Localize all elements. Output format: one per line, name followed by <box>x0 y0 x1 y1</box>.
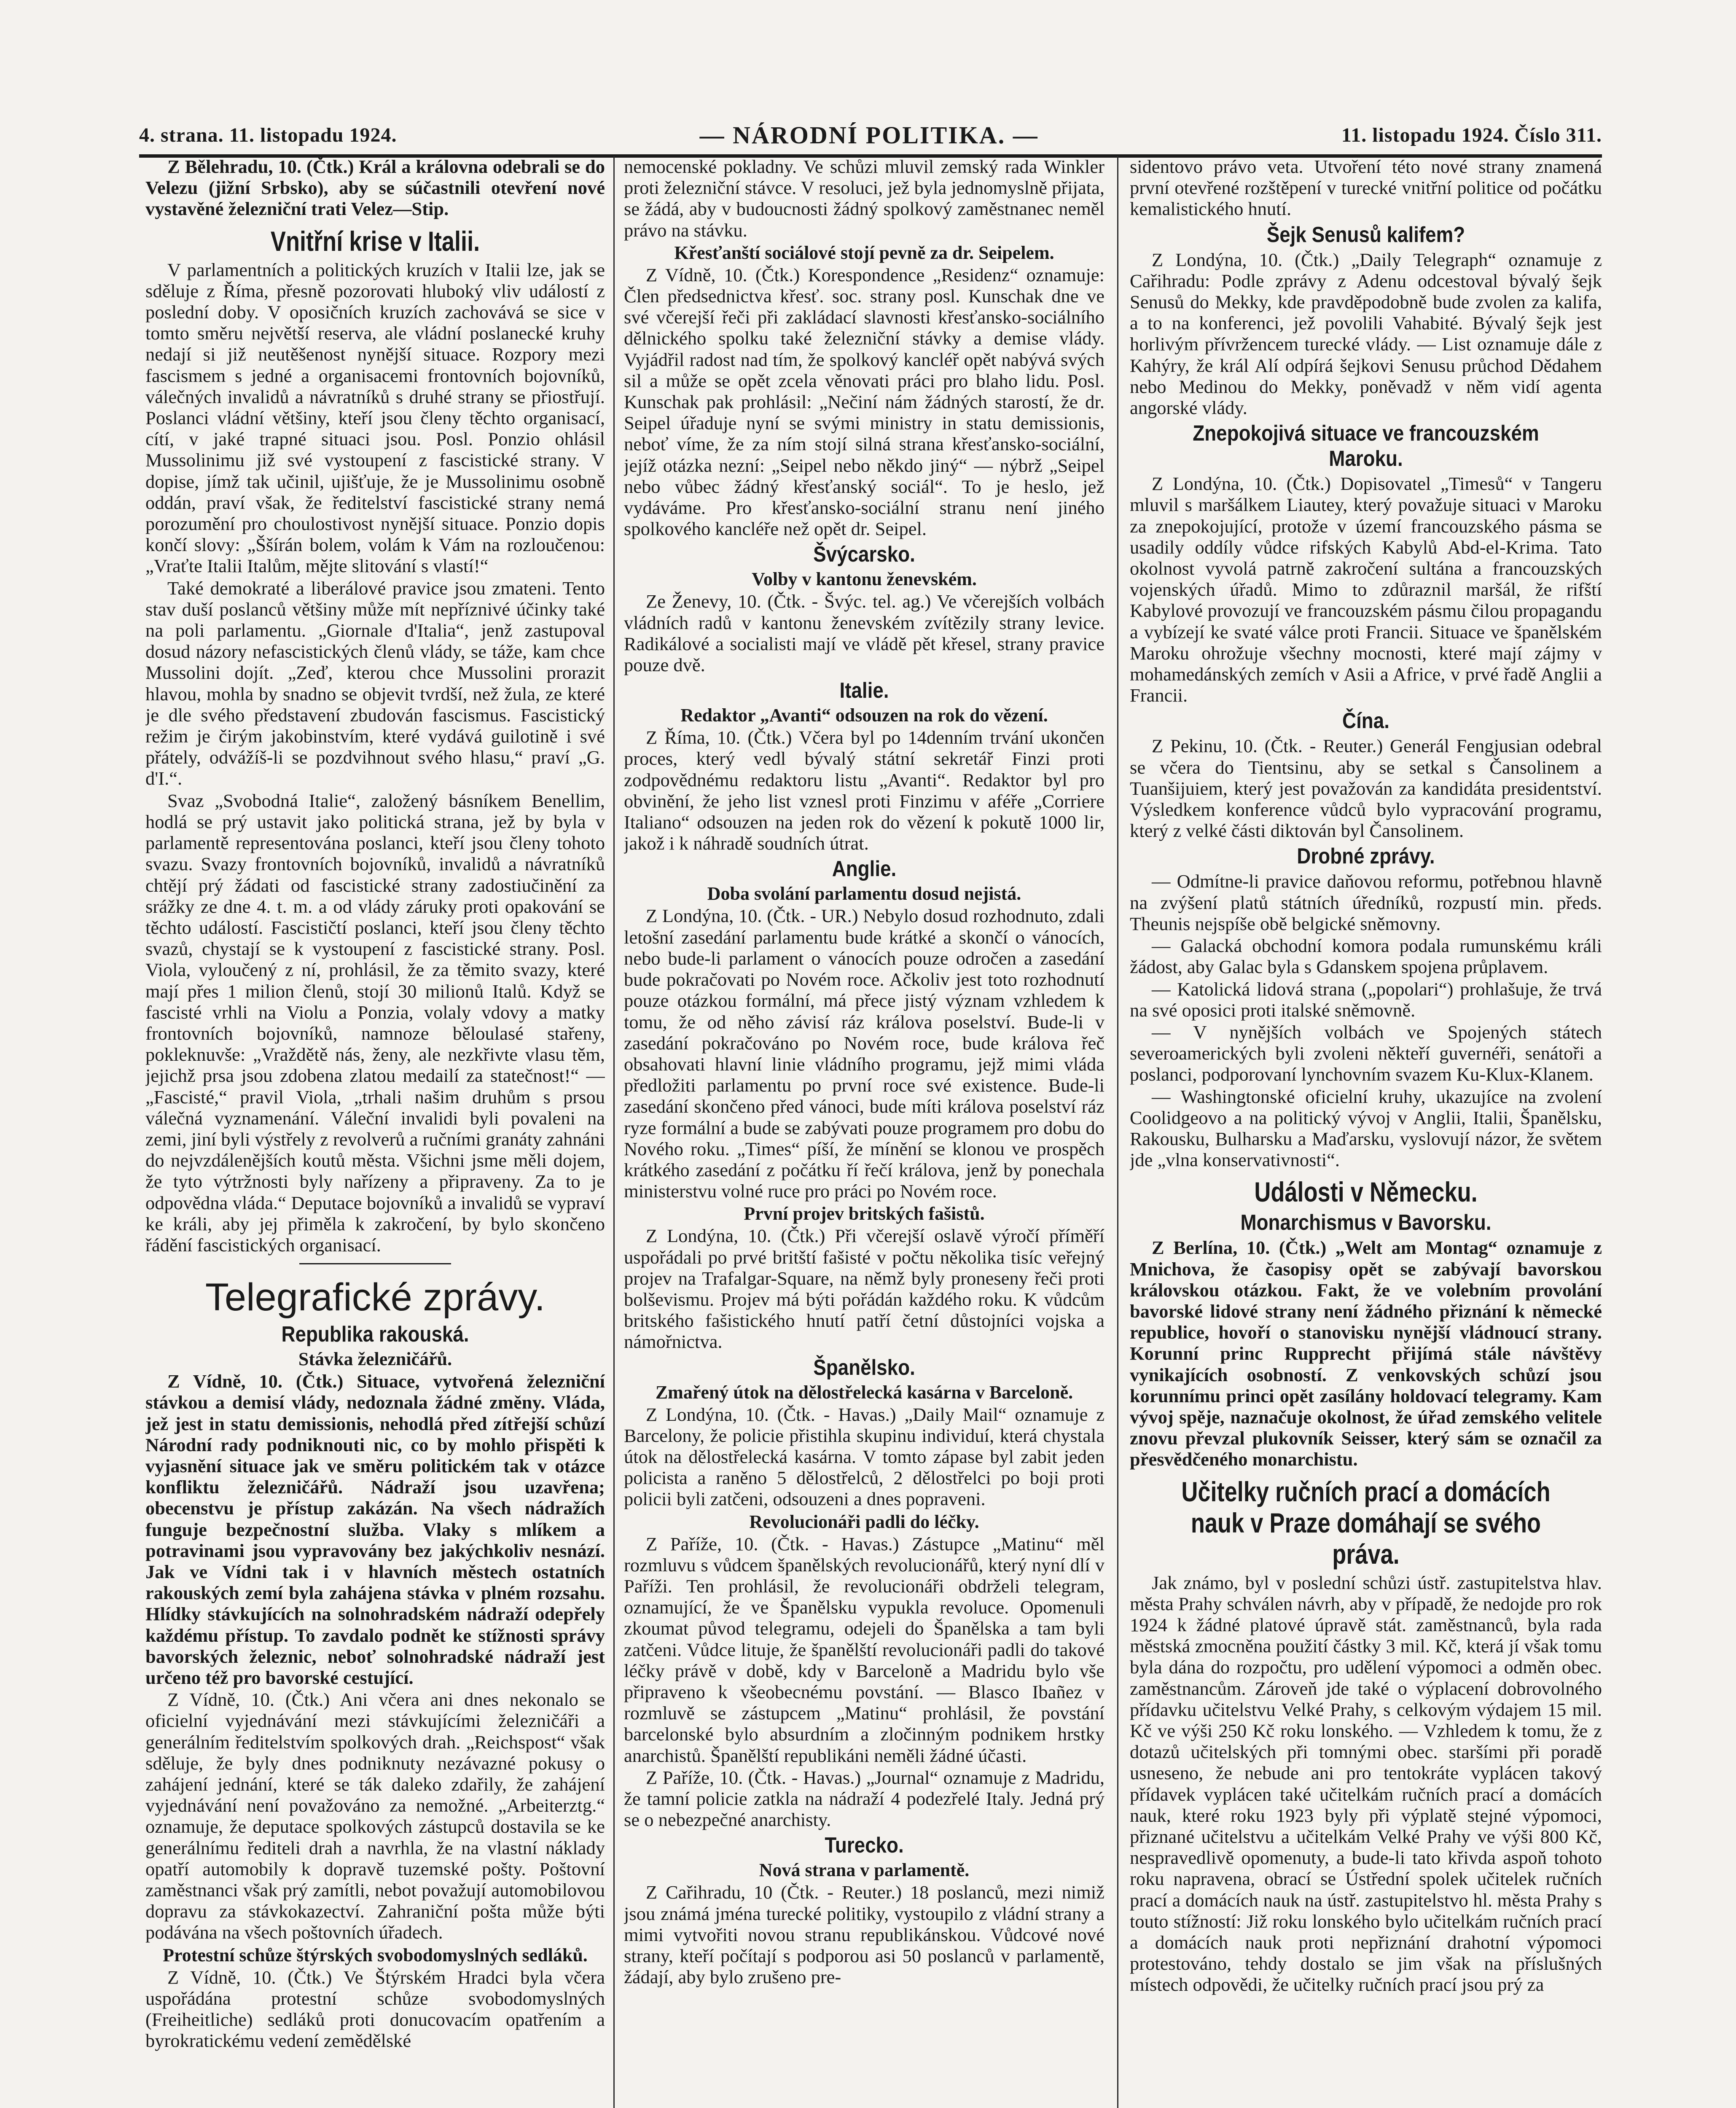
brief-item: — V nynějších volbách ve Spojených státech severoamerických byli zvoleni někteří guvernéři, senátoři a poslanci, podporovaní lynchovním svazem Ku-Klux-Klanem. <box>1130 1021 1602 1085</box>
subheadline-avanti: Redaktor „Avanti“ odsouzen na rok do vězení. <box>680 705 1048 726</box>
article-paragraph: Z Londýna, 10. (Čtk.) Dopisovatel „Timesů“ v Tangeru mluvil s maršálkem Liautey, který považuje situaci v Maroku za znepokojující, protože v území francouzského pásma se usadily oddíly vůdce rifských Kabylů Abd-el-Krima. Tato okolnost vyvolá patrně zakročení sultána a francouzských vojenských úřadů. Mimo to zdůraznil maršál, že rifští Kabylové provozují ve francouzském pásmu čilou propagandu a vybízejí ke svaté válce proti Francii. Situace ve španělském Maroku ohrožuje všechny mocnosti, které mají zájmy v mohamedánských zemích v Asii a Africe, v prvé řadě Anglii a Francii. <box>1130 473 1602 706</box>
subheadline-stavka: Stávka železničářů. <box>298 1349 452 1370</box>
column-rule <box>613 156 615 2108</box>
article-paragraph: Z Londýna, 10. (Čtk.) Při včerejší oslavě výročí příměří uspořádali po prvé britští fašisté v počtu několika tisíc veřejný projev na Trafalgar-Square, na němž byly proneseny řeči proti bolševismu. Projev má býti pořádán každého roku. K vůdcům britského fašistického hnutí patří četní důstojníci vojska a námořnictva. <box>624 1225 1104 1352</box>
section-title-cina: Čína. <box>1342 709 1389 734</box>
article-paragraph: Z Cařihradu, 10 (Čtk. - Reuter.) 18 poslanců, mezi nimiž jsou známá jména turecké politiky, vystoupilo z vládní strany a mimi vytvořiti novou stranu republikánskou. Vůdcové nové strany, kteří počítají s podporou asi 50 poslanců v parlamentě, žádají, aby bylo zrušeno pre- <box>624 1882 1104 1988</box>
section-title-spanelsko: Španělsko. <box>813 1355 915 1380</box>
column-rule <box>1117 156 1118 2108</box>
section-title-anglie: Anglie. <box>832 857 897 882</box>
brief-item: — Odmítne-li pravice daňovou reformu, potřebnou hlavně na zvýšení platů státních úředníků, rozpustí min. předs. Theunis nejspíše obě belgické sněmovny. <box>1130 871 1602 934</box>
article-paragraph: Svaz „Svobodná Italie“, založený básníkem Benellim, hodlá se prý ustavit jako politická strana, jež by byla v parlamentě representována poslanci, kteří jsou členy tohoto svazu. Svazy frontovních bojovníků, invalidů a návratníků chtějí prý žádati od fascistické strany zadostiučinění za srážky ze dne 4. t. m. a od vlády záruky proti opakování se těchto událostí. Fascističtí poslanci, kteří jsou členy těchto svazů, chystají se k vystoupení z fascistické strany. Posl. Viola, vyloučený z ní, prohlásil, že za těmito svazy, které mají přes 1 milion členů, stojí 30 milionů Italů. Když se fascisté vrhli na Violu a Ponzia, volaly vdovy a matky frontovních bojovníků, namnoze běloulasé stařeny, pokleknuvše: „Vraždětě nás, ženy, ale nezkřivte vlasu těm, jejichž prsa jsou zdobena zlatou medailí za statečnost!“ — „Fascisté,“ pravil Viola, „trhali našim druhům s prsou válečná vyznamenání. Váleční invalidi byli povaleni na zemi, jiní byli výstřely z revolverů a ručními granáty zahnáni do nejvzdálenějších koutů města. Všichni jsme měli dojem, že tyto výtržnosti byly nařízeny a připraveny. Za to je odpovědna vláda.“ Deputace bojovníků a invalidů se vypraví ke králi, aby jej přiměla k zakročení, by bylo skončeno řádění fascistických organisací. <box>145 790 605 1256</box>
article-paragraph: Také demokraté a liberálové pravice jsou zmateni. Tento stav duší poslanců většiny může mít nepříznivé účinky také na poli parlamentu. „Giornale d'Italia“, jenž zastupoval dosud názory nefascistických členů vlády, se táže, kam chce Mussolini dojít. „Zeď, kterou chce Mussolini prorazit hlavou, mohla by snadno se objevit tvrdší, než žula, ze které je dle svého představení zbudován fascismus. Fascistický režim je čirým jakobinstvím, které vydává guilotině i své přátely, odvážíš-li se pozdvihnout svého hlasu,“ praví „G. d'I.“. <box>145 577 605 789</box>
brief-item: — Washingtonské oficielní kruhy, ukazujíce na zvolení Coolidgeovo a na politický vývoj v Anglii, Italii, Španělsku, Rakousku, Bulharsku a Maďarsku, vyslovují názor, že světem jde „vlna konservativnosti“. <box>1130 1086 1602 1171</box>
subheadline-volby: Volby v kantonu ženevském. <box>752 569 977 590</box>
article-paragraph: Z Berlína, 10. (Čtk.) „Welt am Montag“ oznamuje z Mnichova, že časopisy opět se zabývají bavorskou královskou otázkou. Fakt, že ve volebním provolání bavorské lidové strany není žádného přiznání k německé republice, hovoří o stanovisku nynější vládnoucí strany. Korunní princ Rupprecht přijímá stále návštěvy vynikajících osobností. Z venkovských schůzí jsou korunnímu princi opět zasílány holdovací telegramy. Kam vývoj spěje, naznačuje okolnost, že úřad zemského velitele znovu převzal plukovník Seisser, který sám se označil za přesvědčeného monarchistu. <box>1130 1237 1602 1470</box>
subheadline-doba: Doba svolání parlamentu dosud nejistá. <box>707 883 1021 904</box>
header-page-number: 4. strana. 11. listopadu 1924. <box>139 124 397 146</box>
section-title-drobne: Drobné zprávy. <box>1297 844 1435 869</box>
article-paragraph: Ze Ženevy, 10. (Čtk. - Švýc. tel. ag.) Ve včerejších volbách vládních radů v kantonu ženevském zvítězily strany levice. Radikálové a socialisti mají ve vládě pět křesel, strany pravice pouze dvě. <box>624 591 1104 676</box>
section-title-svycarsko: Švýcarsko. <box>813 542 915 567</box>
article-paragraph: Z Říma, 10. (Čtk.) Včera byl po 14denním trvání ukončen proces, který vedl bývalý státní sekretář Finzi proti zodpovědnému redaktoru listu „Avanti“. Redaktor byl pro obvinění, že jeho list vznesl proti Finzimu v aféře „Corriere Italiano“ odsouzen na jeden rok do vězení k pokutě 1000 lir, jakož i k náhradě soudních útrat. <box>624 727 1104 854</box>
section-title-italie: Italie. <box>839 678 889 703</box>
subheadline-revolucionari: Revolucionáři padli do léčky. <box>749 1511 979 1532</box>
subheadline-protest: Protestní schůze štýrských svobodomyslných sedláků. <box>163 1944 588 1965</box>
article-paragraph: Z Pekinu, 10. (Čtk. - Reuter.) Generál Fengjusian odebral se včera do Tientsinu, aby se setkal s Čansolinem a Tuanšijuiem, který jest považován za kandidáta presidentství. Výsledkem konference vůdců bylo vypracování programu, který z velké části diktován byl Čansolinem. <box>1130 735 1602 842</box>
header-issue-date: 11. listopadu 1924. Číslo 311. <box>1341 124 1602 146</box>
section-divider <box>299 1263 451 1264</box>
headline-italie-krise: Vnitřní krise v Italii. <box>270 225 480 257</box>
column-2 <box>624 156 1104 2108</box>
column-1 <box>145 156 605 2108</box>
article-paragraph: Z Londýna, 10. (Čtk. - Havas.) „Daily Mail“ oznamuje z Barcelony, že policie přistihla skupinu individuí, která chystala útok na dělostřelecká kasárna. V tomto zápase byl zabit jeden policista a raněno 5 dělostřelců, 2 dělostřelci po boji proti policii byli zatčeni, odsouzeni a dnes popraveni. <box>624 1404 1104 1510</box>
brief-item: — Galacká obchodní komora podala rumunskému králi žádost, aby Galac byla s Gdanskem spojena průplavem. <box>1130 935 1602 978</box>
article-paragraph: Z Paříže, 10. (Čtk. - Havas.) Zástupce „Matinu“ měl rozmluvu s vůdcem španělských revolucionářů, který nyní dlí v Paříži. Ten prohlásil, že revolucionáři obdrželi telegram, oznamující, že ve Španělsku vypukla revoluce. Opomenuli zkoumat původ telegramu, odejeli do Španělska a tam byli zatčeni. Vůdce lituje, že španělští revolucionáři padli do takové léčky právě v době, kdy v Barceloně a Madridu bylo vše připraveno k všeobecnému povstání. — Blasco Ibañez v rozmluvě se zástupcem „Matinu“ prohlásil, že povstání barcelonské bylo absurdním a zločinným podnikem hrstky anarchistů. Španělští republikáni neměli žádné účasti. <box>624 1533 1104 1766</box>
headline-ucitelky: Učitelky ručních prací a domácích nauk v Praze domáhají se svého práva. <box>1181 1476 1551 1570</box>
column-3 <box>1130 156 1602 2108</box>
page-header <box>139 114 1602 156</box>
article-paragraph: V parlamentních a politických kruzích v Italii lze, jak se sděluje z Říma, přesně pozorovati hluboký vliv událostí z poslední doby. V oposičních kruzích zachovává se sice v tomto směru největší reserva, ale vládní poslanecké kruhy nedají si již neutěšenost nynější situace. Rozpory mezi fascismem s jedné a organisacemi frontovních bojovníků, válečných invalidů a návratníků s druhé strany se přiostřují. Poslanci vládní většiny, kteří jsou členy těchto organisací, cítí, v jaké trapné situaci jsou. Posl. Ponzio ohlásil Mussolinimu již své vystoupení z fascistické strany. V dopise, jímž tak učinil, ujišťuje, že je Mussolinimu osobně oddán, praví však, že ředitelství fascistické strany nemá porozumění pro choulostivost nynější situace. Ponzio dopis končí slovy: „Ššírán bolem, volám k Vám na rozloučenou: „Vraťte Italii Italům, mějte slitování s vlastí!“ <box>145 259 605 577</box>
headline-sejk: Šejk Senusů kalifem? <box>1266 222 1465 247</box>
article-paragraph: sidentovo právo veta. Utvoření této nové strany znamená první otevřené rozštěpení v turecké vnitřní politice od počátku kemalistického hnutí. <box>1130 156 1602 220</box>
article-paragraph: Z Londýna, 10. (Čtk.) „Daily Telegraph“ oznamuje z Cařihradu: Podle zprávy z Adenu odcestoval bývalý šejk Senusů do Mekky, kde pravděpodobně bude zvolen za kalifa, a to na konferenci, jež povolili Vahabité. Bývalý šejk jest horlivým přívržencem turecké vlády. — List oznamuje dále z Kahýry, že král Alí odpírá šejkovi Senusu průchod Dědahem nebo Medinou do Mekky, poněvadž v něm vidí agenta angorské vlády. <box>1130 249 1602 419</box>
article-paragraph: Z Londýna, 10. (Čtk. - UR.) Nebylo dosud rozhodnuto, zdali letošní zasedání parlamentu bude krátké a skončí o vánocích, nebo bude-li parlament o vánocích pouze odročen a zasedání bude pokračovati po Novém roce. Ačkoliv jest toto rozhodnutí pouze otázkou formální, má přece jistý význam vzhledem k tomu, že od něho závisí ráz králova poselství. Bude-li v zasedání pokračováno po Novém roce, bude králova řeč obsahovati hlavní linie vládního programu, jejž mimi vláda předložiti parlamentu po první roce své existence. Bude-li zasedání skončeno před vánoci, bude míti králova poselství ráz ryze formální a bude se zabývati pouze programem pro dobu do Nového roku. „Times“ píší, že mínění se klonou ve prospěch krátkého zasedání z počátku ří řečí králova, jenž by ponechala ministerstvu volné ruce pro práci po Novém roce. <box>624 905 1104 1202</box>
subheadline-utok: Zmařený útok na dělostřelecká kasárna v Barceloně. <box>655 1382 1073 1403</box>
section-title-rakousko: Republika rakouská. <box>281 1322 469 1347</box>
section-title-telegraficke: Telegrafické zprávy. <box>205 1276 546 1319</box>
subheadline-nova-strana: Nová strana v parlamentě. <box>759 1860 970 1881</box>
brief-item: — Katolická lidová strana („popolari“) prohlašuje, že trvá na své oposici proti italské sněmovně. <box>1130 978 1602 1021</box>
subheadline-projev: První projev britských fašistů. <box>744 1203 985 1224</box>
headline-nemecko: Události v Německu. <box>1254 1176 1478 1208</box>
article-paragraph: Z Paříže, 10. (Čtk. - Havas.) „Journal“ oznamuje z Madridu, že tamní policie zatkla na nádraží 4 podezřelé Italy. Jedná prý se o nebezpečné anarchisty. <box>624 1767 1104 1831</box>
article-paragraph: Z Vídně, 10. (Čtk.) Ve Štýrském Hradci byla včera uspořádána protestní schůze svobodomyslných (Freiheitliche) sedláků proti donucovacím opatřením a byrokratickému vedení zemědělské <box>145 1966 605 2052</box>
article-paragraph: Z Vídně, 10. (Čtk.) Korespondence „Residenz“ oznamuje: Člen předsednictva křesť. soc. strany posl. Kunschak dne ve své včerejší řeči při zakládací slavnosti křesťansko-sociálního dělnického spolku také železniční stávky a demise vlády. Vyjádřil radost nad tím, že spolkový kancléř opět nabývá svých sil a může se opět zcela věnovati práci pro blaho lidu. Posl. Kunschak pak prohlásil: „Nečiní nám žádných starostí, že dr. Seipel úřaduje nyní se svými ministry in statu demissionis, neboť víme, že za ním stojí silná strana křesťansko-sociální, jejíž otázka nezní: „Seipel nebo někdo jiný“ — nýbrž „Seipel nebo vůbec žádný křesťanský sociál“. To je heslo, jež vydáváme. Pro křesťansko-sociální stranu není jiného spolkového kancléře než opět dr. Seipel. <box>624 264 1104 540</box>
headline-maroko: Znepokojivá situace ve francouzském Maroku. <box>1193 421 1539 471</box>
article-paragraph: Z Vídně, 10. (Čtk.) Situace, vytvořená železniční stávkou a demisí vlády, nedoznala žádné změny. Vláda, jež jest in statu demissionis, nehodlá před zítřejší schůzí Národní rady podniknouti nic, co by mohlo přispěti k vyjasnění situace jak ve směru politickém tak v otázce konfliktu železničářů. Nádraží jsou uzavřena; obecenstvu je přístup zakázán. Na všech nádražích funguje bezpečnostní služba. Vlaky s mlíkem a potravinami jsou vypravovány bez jakýchkoliv nesnází. Jak ve Vídni tak i v hlavních městech ostatních rakouských zemí byla zahájena stávka v plném rozsahu. Hlídky stávkujících na solnohradském nádraží odepřely každému přístup. To zavdalo podnět ke stížnosti správy bavorských železnic, neboť solnohradské nádraží jest určeno též pro bavorské cestující. <box>145 1371 605 1688</box>
masthead-title: — NÁRODNÍ POLITIKA. — <box>699 121 1039 149</box>
article-paragraph: nemocenské pokladny. Ve schůzi mluvil zemský rada Winkler proti železniční stávce. V resoluci, jež byla jednomyslně přijata, se žádá, aby v budoucnosti žádný spolkový zaměstnanec neměl právo na stávku. <box>624 156 1104 241</box>
news-belehrad: Z Bělehradu, 10. (Čtk.) Král a královna odebrali se do Velezu (jižní Srbsko), aby se súčastnili otevření nové vystavěné železniční trati Velez—Stip. <box>145 156 605 220</box>
subheadline-krestansti: Křesťanští sociálové stojí pevně za dr. Seipelem. <box>674 242 1054 263</box>
article-paragraph: Z Vídně, 10. (Čtk.) Ani včera ani dnes nekonalo se oficielní vyjednávání mezi stávkujícími železničáři a generálním ředitelstvím spolkových drah. „Reichspost“ však sděluje, že byly dnes podniknuty nezávazné pokusy o zahájení jednání, které se ták daleko zdařily, že zahájení vyjednávání není považováno za nemožné. „Arbeiterztg.“ oznamuje, že deputace spolkových zástupců dostavila se ke generálnímu řediteli drah a navrhla, že na vlastní náklady opatří automobily k dopravě tuzemské pošty. Poštovní zaměstnanci však prý zamítli, nebot považují automobilovou dopravu za stávkokazectví. Zahraniční pošta může býti podávána na všech poštovních úřadech. <box>145 1689 605 1943</box>
article-paragraph: Jak známo, byl v poslední schůzi ústř. zastupitelstva hlav. města Prahy schválen návrh, aby v případě, že nedojde pro rok 1924 k žádné platové úpravě stát. zaměstnanců, byla rada městská zmocněna použití částky 3 mil. Kč, která jí však tomu byla dána do rozpočtu, pro udělení výpomoci a odměn obec. zaměstnancům. Zároveň jde také o výplacení dobrovolného přídavku učitelstvu Velké Prahy, s celkovým výdajem 15 mil. Kč ve výši 250 Kč roku lonského. — Vzhledem k tomu, že z dotazů učitelských při tomnými obec. staršími při poradě usneseno, že nebude ani pro tentokráte vyplácen takový přídavek vyplácen také učitelkám ručních prací a domácích nauk, které roku 1923 byly při výplatě stejné výpomoci, přiznané učitelstvu a učitelkám Velké Prahy ve výši 800 Kč, nespravedlivě opomenuty, a bude-li tato křivda aspoň tohoto roku napravena, obrací se Ústřední spolek učitelek ručních prací a domácích nauk na ústř. zastupitelstvo hl. města Prahy s touto stížností: Již roku lonského bylo učitelkám ručních prací a domácích nauk proti nepřiznání drahotní výpomoci protestováno, tehdy dostalo se jim však na příslušných místech odpovědi, že učitelky ručních prací jsou prý za <box>1130 1572 1602 1995</box>
section-title-turecko: Turecko. <box>825 1833 904 1858</box>
subheadline-bavorsko: Monarchismus v Bavorsku. <box>1240 1210 1491 1235</box>
